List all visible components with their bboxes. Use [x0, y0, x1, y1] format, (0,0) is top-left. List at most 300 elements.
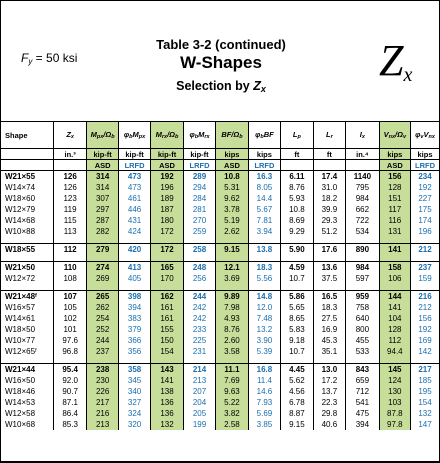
- value-cell: 541: [346, 397, 380, 408]
- value-cell: 143: [151, 364, 183, 376]
- value-cell: 294: [183, 182, 215, 193]
- value-cell: 116: [379, 215, 410, 226]
- col-mrx-asd: $M_{rx}/\Omega_b$: [151, 122, 183, 149]
- table-row: [1, 244, 439, 256]
- value-cell: 95.4: [53, 364, 87, 376]
- value-cell: 383: [118, 313, 150, 324]
- value-cell: 16.3: [248, 171, 280, 183]
- value-cell: 87.8: [379, 408, 410, 419]
- unit-cell: kip-ft: [183, 149, 215, 160]
- value-cell: 242: [183, 313, 215, 324]
- value-cell: 358: [118, 364, 150, 376]
- design-method-cell: LRFD: [118, 160, 150, 171]
- value-cell: 22.3: [313, 397, 345, 408]
- value-cell: 132: [151, 419, 183, 430]
- value-cell: 2.58: [216, 419, 248, 430]
- value-cell: 213: [183, 375, 215, 386]
- value-cell: 195: [411, 386, 439, 397]
- value-cell: 287: [87, 215, 118, 226]
- value-cell: 379: [118, 324, 150, 335]
- value-cell: 238: [87, 364, 118, 376]
- value-cell: 108: [53, 273, 87, 284]
- value-cell: 431: [118, 215, 150, 226]
- value-cell: 9.15: [216, 244, 248, 256]
- value-cell: 110: [53, 262, 87, 274]
- value-cell: 10.8: [281, 204, 313, 215]
- value-cell: 165: [151, 262, 183, 274]
- value-cell: 662: [346, 204, 380, 215]
- table-row: [1, 386, 439, 397]
- design-method-cell: ASD: [216, 160, 248, 171]
- zx-symbol: $Z_x$: [379, 36, 413, 86]
- value-cell: 722: [346, 215, 380, 226]
- value-cell: 216: [87, 408, 118, 419]
- table-row: [1, 302, 439, 313]
- value-cell: 9.15: [281, 419, 313, 430]
- value-cell: 394: [118, 302, 150, 313]
- value-cell: 175: [411, 204, 439, 215]
- value-cell: 154: [151, 346, 183, 357]
- value-cell: 9.63: [216, 386, 248, 397]
- design-method-cell: LRFD: [411, 160, 439, 171]
- value-cell: 12.1: [216, 262, 248, 274]
- value-cell: 126: [53, 171, 87, 183]
- value-cell: 234: [411, 171, 439, 183]
- value-cell: 3.90: [248, 335, 280, 346]
- design-method-cell: [53, 160, 87, 171]
- value-cell: 51.2: [313, 226, 345, 237]
- value-cell: 227: [411, 193, 439, 204]
- value-cell: 161: [151, 302, 183, 313]
- value-cell: 90.7: [53, 386, 87, 397]
- value-cell: 5.62: [281, 375, 313, 386]
- value-cell: 9.89: [216, 291, 248, 303]
- table-row: [1, 226, 439, 237]
- value-cell: 112: [379, 335, 410, 346]
- value-cell: 237: [411, 262, 439, 274]
- value-cell: 340: [118, 386, 150, 397]
- shape-cell: W14×53: [5, 398, 36, 407]
- value-cell: 156: [379, 171, 410, 183]
- value-cell: 17.2: [313, 375, 345, 386]
- value-cell: 199: [183, 419, 215, 430]
- value-cell: 5.56: [248, 273, 280, 284]
- value-cell: 141: [379, 244, 410, 256]
- value-cell: 259: [183, 226, 215, 237]
- value-cell: 158: [379, 262, 410, 274]
- value-cell: 3.58: [216, 346, 248, 357]
- shape-cell: W10×77: [5, 336, 36, 345]
- value-cell: 244: [87, 335, 118, 346]
- unit-cell: kip-ft: [87, 149, 118, 160]
- value-cell: 18.3: [313, 302, 345, 313]
- table-row: [1, 375, 439, 386]
- table-row: [1, 346, 439, 357]
- column-header-row: [1, 122, 439, 149]
- value-cell: 597: [346, 273, 380, 284]
- value-cell: 3.78: [216, 204, 248, 215]
- value-cell: 3.69: [216, 273, 248, 284]
- table-row: [1, 262, 439, 274]
- value-cell: 217: [87, 397, 118, 408]
- selection-table: [1, 121, 439, 430]
- units-row: [1, 149, 439, 160]
- value-cell: 8.76: [281, 182, 313, 193]
- value-cell: 18.2: [313, 193, 345, 204]
- value-cell: 159: [411, 273, 439, 284]
- value-cell: 147: [411, 419, 439, 430]
- value-cell: 128: [379, 324, 410, 335]
- value-cell: 890: [346, 244, 380, 256]
- value-cell: 192: [411, 324, 439, 335]
- value-cell: 16.8: [248, 364, 280, 376]
- value-cell: 180: [151, 215, 183, 226]
- value-cell: 265: [87, 291, 118, 303]
- value-cell: 226: [87, 386, 118, 397]
- value-cell: 138: [151, 386, 183, 397]
- value-cell: 8.05: [248, 182, 280, 193]
- value-cell: 156: [411, 313, 439, 324]
- value-cell: 101: [53, 324, 87, 335]
- value-cell: 217: [411, 364, 439, 376]
- value-cell: 413: [118, 262, 150, 274]
- table-title: W-Shapes: [180, 53, 262, 72]
- value-cell: 136: [151, 408, 183, 419]
- value-cell: 10.7: [281, 273, 313, 284]
- value-cell: 394: [346, 419, 380, 430]
- unit-cell: kips: [379, 149, 410, 160]
- value-cell: 6.11: [281, 171, 313, 183]
- value-cell: 212: [411, 244, 439, 256]
- shape-cell: W21×48ᶠ: [1, 291, 53, 303]
- value-cell: 269: [87, 273, 118, 284]
- value-cell: 5.90: [281, 244, 313, 256]
- table-row: [1, 182, 439, 193]
- table-row: [1, 419, 439, 430]
- unit-cell: in.³: [53, 149, 87, 160]
- value-cell: 7.48: [248, 313, 280, 324]
- value-cell: 205: [183, 408, 215, 419]
- table-row: [1, 324, 439, 335]
- value-cell: 29.3: [313, 215, 345, 226]
- design-method-cell: ASD: [87, 160, 118, 171]
- value-cell: 162: [151, 291, 183, 303]
- value-cell: 145: [379, 364, 410, 376]
- value-cell: 17.4: [313, 171, 345, 183]
- unit-cell: kip-ft: [118, 149, 150, 160]
- value-cell: 5.65: [281, 302, 313, 313]
- value-cell: 5.83: [281, 324, 313, 335]
- value-cell: 279: [87, 244, 118, 256]
- value-cell: 405: [118, 273, 150, 284]
- design-method-cell: [346, 160, 380, 171]
- col-bf-lrfd: $\varphi_bBF$: [248, 122, 280, 149]
- shape-cell: W18×55: [1, 244, 53, 256]
- value-cell: 192: [151, 171, 183, 183]
- value-cell: 7.98: [216, 302, 248, 313]
- value-cell: 87.1: [53, 397, 87, 408]
- value-cell: 7.81: [248, 215, 280, 226]
- design-method-cell: [281, 160, 313, 171]
- col-vnx-lrfd: $\varphi_vV_{nx}$: [411, 122, 439, 149]
- table-row: [1, 273, 439, 284]
- unit-cell: ft: [281, 149, 313, 160]
- value-cell: 297: [87, 204, 118, 215]
- value-cell: 7.69: [216, 375, 248, 386]
- col-shape: Shape: [1, 122, 53, 149]
- value-cell: 7.93: [248, 397, 280, 408]
- value-cell: 16.9: [313, 324, 345, 335]
- value-cell: 207: [183, 386, 215, 397]
- value-cell: 843: [346, 364, 380, 376]
- value-cell: 107: [53, 291, 87, 303]
- value-cell: 3.85: [248, 419, 280, 430]
- col-vnx-asd: $V_{nx}/\Omega_v$: [379, 122, 410, 149]
- value-cell: 324: [118, 408, 150, 419]
- value-cell: 39.9: [313, 204, 345, 215]
- value-cell: 712: [346, 386, 380, 397]
- value-cell: 5.31: [216, 182, 248, 193]
- value-cell: 154: [411, 397, 439, 408]
- value-cell: 533: [346, 346, 380, 357]
- col-lp: $L_p$: [281, 122, 313, 149]
- value-cell: 258: [183, 244, 215, 256]
- shape-cell: W14×68: [5, 216, 36, 225]
- unit-cell: kips: [411, 149, 439, 160]
- value-cell: 96.8: [53, 346, 87, 357]
- value-cell: 213: [87, 419, 118, 430]
- value-cell: 187: [151, 204, 183, 215]
- value-cell: 45.3: [313, 335, 345, 346]
- shape-cell: W21×55: [1, 171, 53, 183]
- value-cell: 4.56: [281, 386, 313, 397]
- value-cell: 11.4: [248, 375, 280, 386]
- value-cell: 314: [87, 171, 118, 183]
- col-zx: $Z_x$: [53, 122, 87, 149]
- shape-cell: W21×44: [1, 364, 53, 376]
- value-cell: 14.8: [248, 291, 280, 303]
- value-cell: 150: [151, 335, 183, 346]
- col-bf-asd: $BF/\Omega_b$: [216, 122, 248, 149]
- value-cell: 128: [379, 182, 410, 193]
- unit-cell: ft: [313, 149, 345, 160]
- value-cell: 35.1: [313, 346, 345, 357]
- value-cell: 142: [411, 346, 439, 357]
- value-cell: 11.1: [216, 364, 248, 376]
- value-cell: 216: [411, 291, 439, 303]
- value-cell: 4.45: [281, 364, 313, 376]
- value-cell: 113: [53, 226, 87, 237]
- value-cell: 192: [411, 182, 439, 193]
- value-cell: 185: [411, 375, 439, 386]
- table-row: [1, 171, 439, 183]
- value-cell: 758: [346, 302, 380, 313]
- value-cell: 5.93: [281, 193, 313, 204]
- value-cell: 102: [53, 313, 87, 324]
- value-cell: 94.4: [379, 346, 410, 357]
- value-cell: 640: [346, 313, 380, 324]
- design-method-cell: LRFD: [248, 160, 280, 171]
- value-cell: 5.39: [248, 346, 280, 357]
- value-cell: 5.67: [248, 204, 280, 215]
- shape-cell: W12×65ᶠ: [5, 347, 37, 356]
- value-cell: 248: [183, 262, 215, 274]
- value-cell: 126: [53, 182, 87, 193]
- value-cell: 9.62: [216, 193, 248, 204]
- shape-cell: W18×50: [5, 325, 36, 334]
- value-cell: 130: [379, 386, 410, 397]
- value-cell: 5.86: [281, 291, 313, 303]
- shape-cell: W18×60: [5, 194, 36, 203]
- table-row: [1, 291, 439, 303]
- value-cell: 40.6: [313, 419, 345, 430]
- value-cell: 366: [118, 335, 150, 346]
- value-cell: 13.7: [313, 386, 345, 397]
- design-method-cell: [313, 160, 345, 171]
- value-cell: 119: [53, 204, 87, 215]
- value-cell: 131: [379, 226, 410, 237]
- value-cell: 196: [411, 226, 439, 237]
- value-cell: 231: [183, 346, 215, 357]
- value-cell: 534: [346, 226, 380, 237]
- table-row: [1, 397, 439, 408]
- value-cell: 196: [151, 182, 183, 193]
- value-cell: 424: [118, 226, 150, 237]
- value-cell: 172: [151, 226, 183, 237]
- value-cell: 112: [53, 244, 87, 256]
- value-cell: 14.6: [248, 386, 280, 397]
- value-cell: 144: [379, 291, 410, 303]
- shape-cell: W10×88: [5, 227, 36, 236]
- value-cell: 252: [87, 324, 118, 335]
- value-cell: 104: [379, 313, 410, 324]
- value-cell: 244: [183, 291, 215, 303]
- value-cell: 27.5: [313, 313, 345, 324]
- value-cell: 237: [87, 346, 118, 357]
- value-cell: 284: [183, 193, 215, 204]
- col-ix: $I_x$: [346, 122, 380, 149]
- value-cell: 9.29: [281, 226, 313, 237]
- value-cell: 155: [151, 324, 183, 335]
- value-cell: 230: [87, 375, 118, 386]
- value-cell: 97.6: [53, 335, 87, 346]
- yield-stress-label: $F_y = 50$ ksi: [21, 51, 78, 66]
- value-cell: 204: [183, 397, 215, 408]
- value-cell: 3.94: [248, 226, 280, 237]
- value-cell: 4.59: [281, 262, 313, 274]
- value-cell: 117: [379, 204, 410, 215]
- table-row: [1, 204, 439, 215]
- value-cell: 13.8: [248, 244, 280, 256]
- shape-cell: W14×61: [5, 314, 36, 323]
- table-number: Table 3-2 (continued): [156, 37, 286, 52]
- value-cell: 356: [118, 346, 150, 357]
- value-cell: 10.7: [281, 346, 313, 357]
- table-bottom-rule: [1, 461, 439, 462]
- unit-cell: in.⁴: [346, 149, 380, 160]
- value-cell: 282: [87, 226, 118, 237]
- table-subtitle: Selection by $Z_x$: [176, 79, 266, 94]
- value-cell: 242: [183, 302, 215, 313]
- table-row: [1, 408, 439, 419]
- value-cell: 254: [87, 313, 118, 324]
- value-cell: 473: [118, 182, 150, 193]
- value-cell: 115: [53, 215, 87, 226]
- value-cell: 270: [183, 215, 215, 226]
- col-mrx-lrfd: $\varphi_bM_{rx}$: [183, 122, 215, 149]
- shape-cell: W18×46: [5, 387, 36, 396]
- value-cell: 123: [53, 193, 87, 204]
- value-cell: 3.82: [216, 408, 248, 419]
- value-cell: 97.8: [379, 419, 410, 430]
- value-cell: 4.93: [216, 313, 248, 324]
- value-cell: 14.4: [248, 193, 280, 204]
- value-cell: 5.19: [216, 215, 248, 226]
- shape-cell: W12×58: [5, 409, 36, 418]
- value-cell: 398: [118, 291, 150, 303]
- value-cell: 29.8: [313, 408, 345, 419]
- value-cell: 225: [183, 335, 215, 346]
- value-cell: 345: [118, 375, 150, 386]
- value-cell: 132: [411, 408, 439, 419]
- table-row: [1, 215, 439, 226]
- shape-cell: W12×79: [5, 205, 36, 214]
- value-cell: 8.87: [281, 408, 313, 419]
- design-method-row: [1, 160, 439, 171]
- value-cell: 262: [87, 302, 118, 313]
- value-cell: 85.3: [53, 419, 87, 430]
- value-cell: 461: [118, 193, 150, 204]
- unit-cell: kip-ft: [151, 149, 183, 160]
- value-cell: 1140: [346, 171, 380, 183]
- value-cell: 136: [151, 397, 183, 408]
- value-cell: 169: [411, 335, 439, 346]
- value-cell: 141: [151, 375, 183, 386]
- table-row: [1, 335, 439, 346]
- table-body: [1, 171, 439, 431]
- value-cell: 320: [118, 419, 150, 430]
- shape-cell: W12×72: [5, 274, 36, 283]
- value-cell: 12.0: [248, 302, 280, 313]
- value-cell: 10.8: [216, 171, 248, 183]
- value-cell: 189: [151, 193, 183, 204]
- design-method-cell: [1, 160, 53, 171]
- value-cell: 455: [346, 335, 380, 346]
- unit-cell: kips: [216, 149, 248, 160]
- value-cell: 473: [118, 171, 150, 183]
- value-cell: 274: [87, 262, 118, 274]
- value-cell: 289: [183, 171, 215, 183]
- value-cell: 475: [346, 408, 380, 419]
- col-lr: $L_r$: [313, 122, 345, 149]
- value-cell: 659: [346, 375, 380, 386]
- value-cell: 13.2: [248, 324, 280, 335]
- value-cell: 800: [346, 324, 380, 335]
- value-cell: 984: [346, 193, 380, 204]
- value-cell: 420: [118, 244, 150, 256]
- value-cell: 161: [151, 313, 183, 324]
- value-cell: 106: [379, 273, 410, 284]
- value-cell: 5.69: [248, 408, 280, 419]
- value-cell: 141: [379, 302, 410, 313]
- value-cell: 18.3: [248, 262, 280, 274]
- value-cell: 212: [411, 302, 439, 313]
- value-cell: 13.6: [313, 262, 345, 274]
- design-method-cell: ASD: [151, 160, 183, 171]
- col-mpx-lrfd: $\varphi_bM_{px}$: [118, 122, 150, 149]
- value-cell: 9.18: [281, 335, 313, 346]
- value-cell: 8.76: [216, 324, 248, 335]
